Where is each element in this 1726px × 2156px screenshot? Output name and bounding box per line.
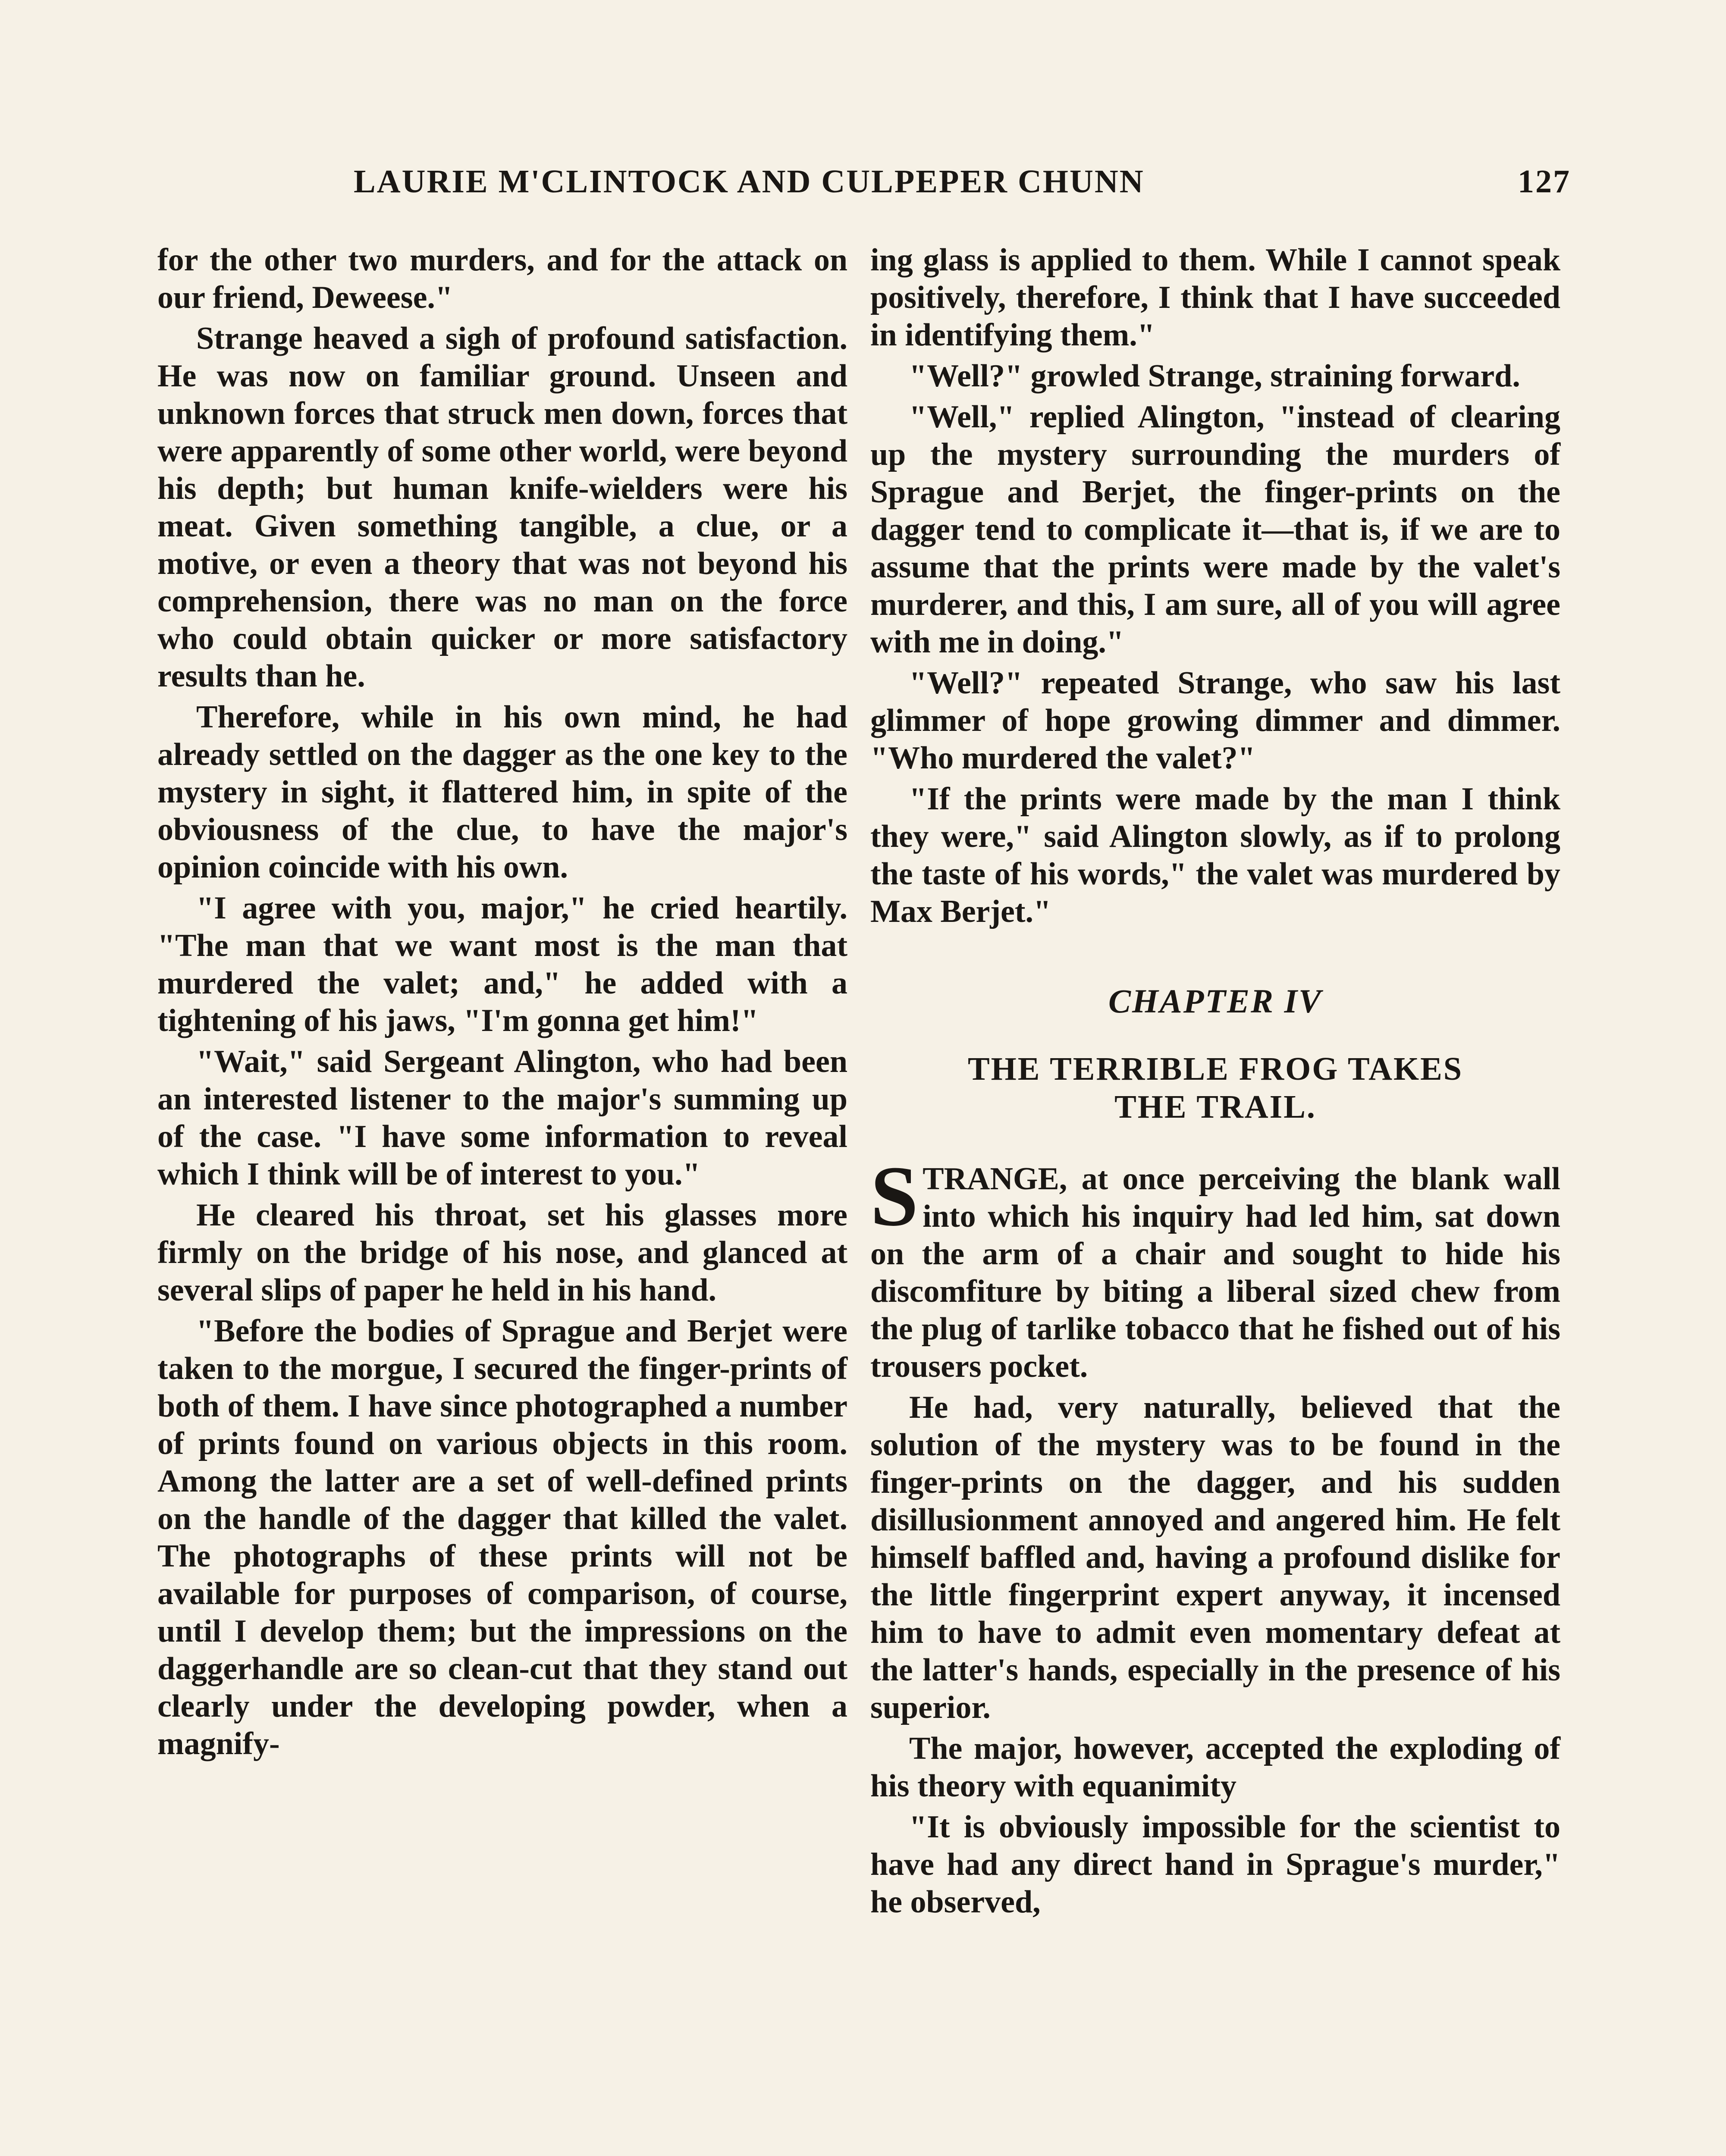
chapter-title [870,1050,1560,1126]
left-column [157,241,847,1766]
paragraph: ing glass is applied to them. While I cannot speak positively, therefore, I think that I have succeeded in identifying them." [870,242,1560,353]
paragraph: "Well?" repeated Strange, who saw his last glimmer of hope growing dimmer and dimmer. "Who murdered the valet?" [870,665,1560,776]
paragraph: "Wait," said Sergeant Alington, who had been an interested listener to the major's summing up of the case. "I have some information to reveal which I think will be of interest to you." [157,1044,847,1192]
running-title: LAURIE M'CLINTOCK AND CULPEPER CHUNN [354,163,1145,200]
paragraph: Strange heaved a sigh of profound satisfaction. He was now on familiar ground. Unseen and unknown forces that struck men down, forces that were apparently of some other world, were beyond his depth; but human knife-wielders were his meat. Given something tangible, a clue, or a motive, or even a theory that was not beyond his comprehension, there was no man on the force who could obtain quicker or more satisfactory results than he. [157,321,847,694]
drop-cap: S [870,1149,919,1244]
paragraph: The major, however, accepted the exploding of his theory with equanimity [870,1731,1560,1804]
paragraph: Therefore, while in his own mind, he had already settled on the dagger as the one key to the mystery in sight, it flattered him, in spite of the obviousness of the clue, to have the major's opinion coincide with his own. [157,699,847,885]
paragraph: "Well," replied Alington, "instead of clearing up the mystery surrounding the murders of Sprague and Berjet, the finger-prints on the dagger tend to complicate it—that is, if we are to assume that the prints were made by the valet's murderer, and this, I am sure, all of you will agree with me in doing." [870,399,1560,660]
page-number: 127 [1518,163,1571,200]
paragraph: "Well?" growled Strange, straining forward. [909,358,1520,394]
paragraph: He cleared his throat, set his glasses more firmly on the bridge of his nose, and glanced at several slips of paper he held in his hand. [157,1197,847,1308]
paragraph: He had, very naturally, believed that the solution of the mystery was to be found in the finger-prints on the dagger, and his sudden disillusionment annoyed and angered him. He felt himself baffled and, having a profound dislike for the little fingerprint expert anyway, it incensed him to have to admit even momentary defeat at the latter's hands, especially in the presence of his superior. [870,1390,1560,1725]
right-column [870,241,1560,1924]
chapter-title-line: THE TRAIL. [1114,1089,1316,1125]
paragraph: "If the prints were made by the man I think they were," said Alington slowly, as if to prolong the taste of his words," the valet was murdered by Max Berjet." [870,781,1560,929]
paragraph: "Before the bodies of Sprague and Berjet were taken to the morgue, I secured the finger-prints of both of them. I have since photographed a number of prints found on various objects in this room. Among the latter are a set of well-defined prints on the handle of the dagger that killed the valet. The photographs of these prints will not be available for purposes of comparison, of course, until I develop them; but the impressions on the daggerhandle are so clean-cut that they stand out clearly under the developing powder, when a magnify- [157,1313,847,1761]
chapter-label: CHAPTER IV [1108,982,1322,1020]
paragraph: for the other two murders, and for the attack on our friend, Deweese." [157,242,847,315]
chapter-opening-paragraph [870,1149,1560,1385]
chapter-title-line: THE TERRIBLE FROG TAKES [967,1051,1463,1087]
paragraph: "It is obviously impossible for the scientist to have had any direct hand in Sprague's murder," he observed, [870,1809,1560,1920]
paragraph: "I agree with you, major," he cried heartily. "The man that we want most is the man that murdered the valet; and," he added with a tightening of his jaws, "I'm gonna get him!" [157,890,847,1038]
running-head [155,163,1571,201]
opening-text: TRANGE, at once perceiving the blank wall into which his inquiry had led him, sat down on the arm of a chair and sought to hide his discomfiture by biting a liberal sized chew from the plug of tarlike tobacco that he fished out of his trousers pocket. [870,1161,1560,1384]
